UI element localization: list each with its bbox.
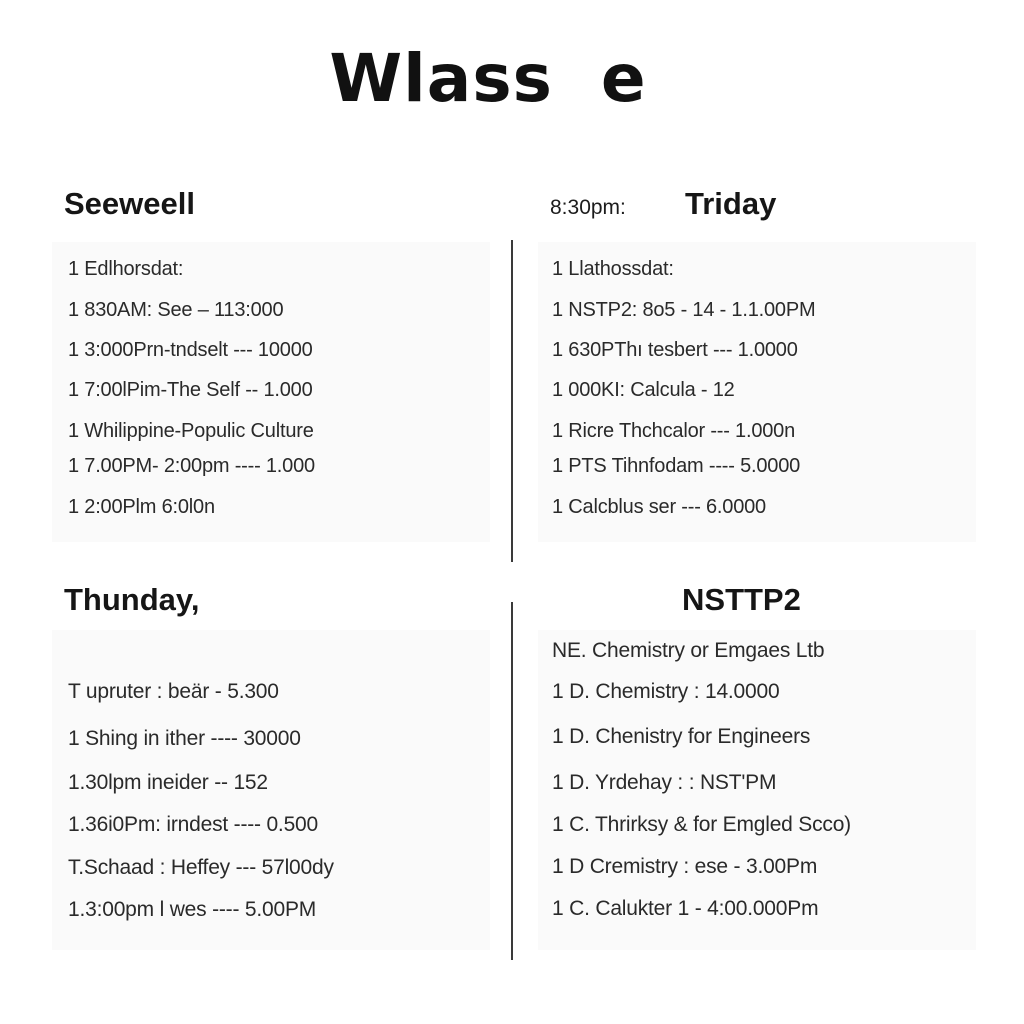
list-item: 1 000KI: Calcula - 12 — [552, 379, 735, 401]
list-item: 1 7:00lPim-The Self -- 1.000 — [68, 379, 313, 401]
list-item: 1 PTS Tihnfodam ---- 5.0000 — [552, 455, 801, 477]
list-item: 1 D. Yrdehay : : NST'PM — [552, 771, 777, 794]
list-item: T.Schaad : Heffey --- 57l00dy — [68, 856, 334, 879]
list-item: 1 630PThı tesbert --- 1.0000 — [552, 339, 798, 361]
list-item: 1 Ricre Thchcalor --- 1.000n — [552, 420, 796, 442]
list-item: 1 Whilippine-Populic Culture — [68, 420, 314, 442]
section-heading-nsttp2: NSTTP2 — [682, 582, 801, 617]
list-item: 1 D. Chemistry : 14.0000 — [552, 680, 780, 703]
page-title: Wlass e — [329, 40, 647, 117]
list-item: 1.3:00pm l wes ---- 5.00PM — [68, 898, 317, 921]
list-item: 1 C. Thrirksy & for Emgled Scco) — [552, 813, 851, 836]
list-item: NE. Chemistry or Emgaes Ltb — [552, 639, 825, 662]
list-item: 1 D Cremistry : ese - 3.00Pm — [552, 855, 818, 878]
bottom-divider — [511, 602, 513, 960]
list-item: 1 2:00Plm 6:0l0n — [68, 496, 215, 518]
list-item: T upruter : beär - 5.300 — [68, 680, 279, 703]
section-heading-thunday: Thunday, — [64, 582, 200, 617]
list-item: 1 Calcblus ser --- 6.0000 — [552, 496, 766, 518]
section-heading-seeweell: Seeweell — [64, 186, 195, 221]
list-item: 1 830AM: See – 113:000 — [68, 299, 284, 321]
list-item: 1.36i0Pm: irndest ---- 0.500 — [68, 813, 319, 836]
list-item: 1 C. Calukter 1 - 4:00.000Pm — [552, 897, 819, 920]
list-item: 1 Edlhorsdat: — [68, 258, 184, 280]
list-item: 1 Llathossdat: — [552, 258, 674, 280]
list-item: 1 Shing in ither ---- 30000 — [68, 727, 301, 750]
list-item: 1.30lpm ineider -- 152 — [68, 771, 268, 794]
list-item: 1 NSTP2: 8o5 - 14 - 1.1.00PM — [552, 299, 816, 321]
list-item: 1 7.00PM- 2:00pm ---- 1.000 — [68, 455, 315, 477]
list-item: 1 D. Chenistry for Engineers — [552, 725, 811, 748]
section-heading-triday: Triday — [685, 186, 777, 221]
top-divider — [511, 240, 513, 562]
section-time: 8:30pm: — [550, 196, 626, 219]
list-item: 1 3:000Prn-tndselt --- 10000 — [68, 339, 313, 361]
